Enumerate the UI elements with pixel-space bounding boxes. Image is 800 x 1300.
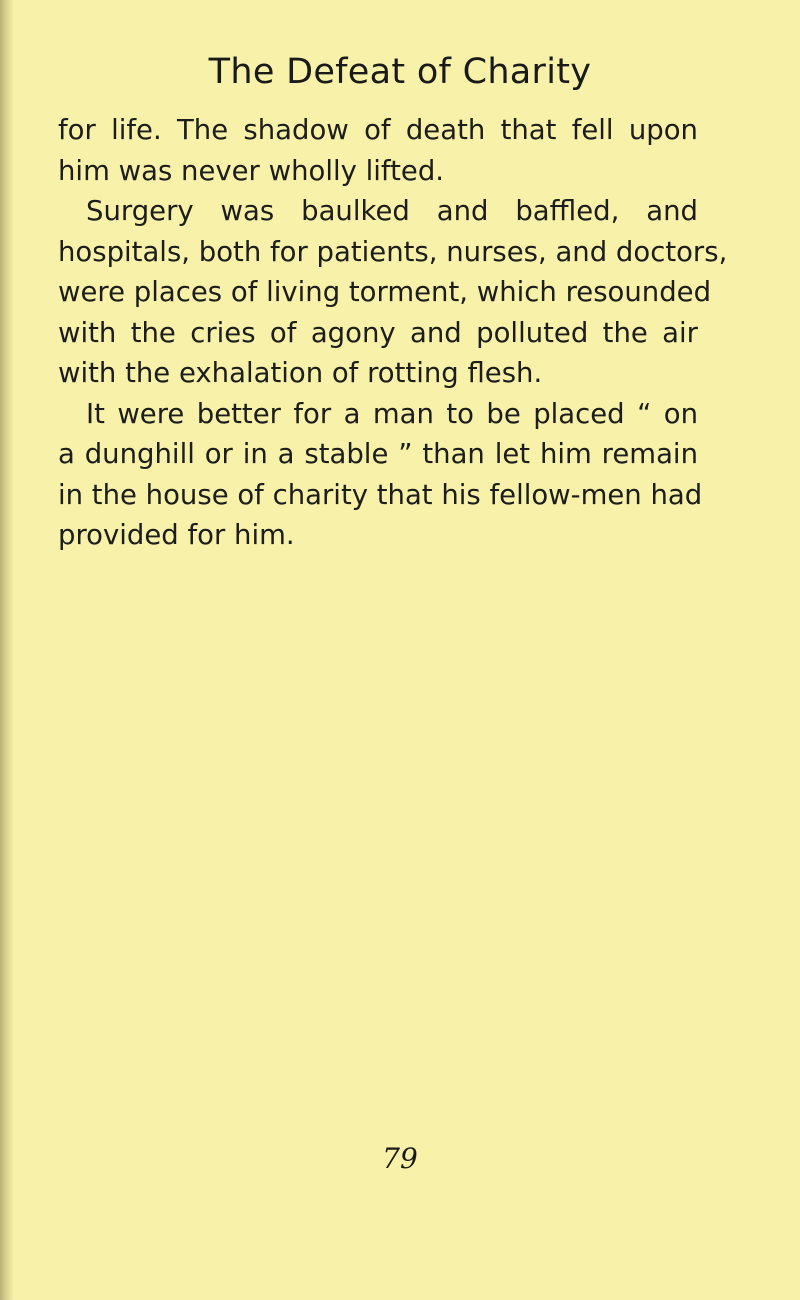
text-line-8: It were better for a man to be placed “ on: [86, 397, 698, 430]
text-line-3: Surgery was baulked and baffled, and: [86, 195, 698, 227]
running-head: The Defeat of Charity: [208, 52, 592, 92]
text-line-2: him was never wholly lifted.: [58, 154, 445, 187]
text-line-7: with the exhalation of rotting flesh.: [58, 357, 543, 389]
text-line-1: for life. The shadow of death that fell upon: [58, 114, 698, 146]
text-line-4: hospitals, both for patients, nurses, and doctors,: [58, 235, 728, 268]
text-line-10: in the house of charity that his fellow-men had: [58, 478, 703, 511]
text-line-11: provided for him.: [58, 519, 295, 551]
text-line-5: were places of living torment, which resounded: [58, 276, 712, 308]
body-text: [58, 110, 728, 556]
text-line-6: with the cries of agony and polluted the air: [58, 316, 698, 349]
text-line-9: a dunghill or in a stable ” than let him remain: [58, 438, 698, 470]
binding-gutter-shadow: [0, 0, 14, 1300]
page-number: 79: [382, 1142, 418, 1175]
